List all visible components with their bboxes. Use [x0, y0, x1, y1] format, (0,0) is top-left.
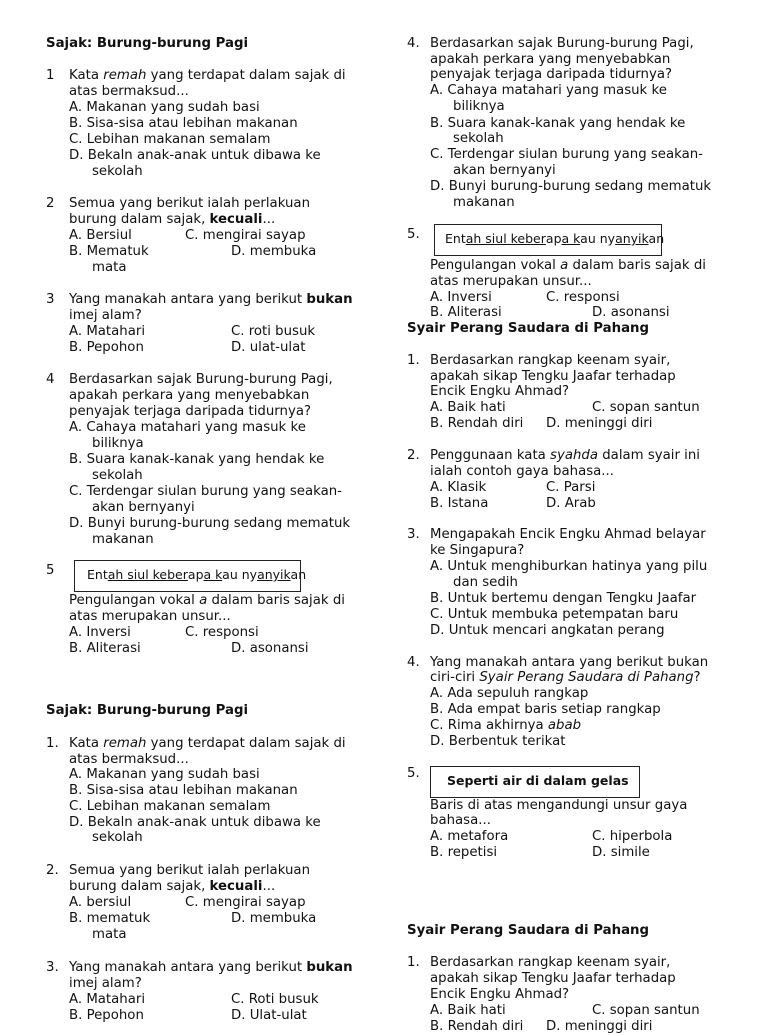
question-number: 3 [46, 292, 55, 307]
question-text: burung dalam sajak, kecuali... [69, 879, 276, 894]
question-text: bahasa... [430, 813, 491, 828]
option-a: A. Untuk menghiburkan hatinya yang pilu [430, 559, 708, 574]
option-c: C. sopan santun [592, 400, 700, 415]
option-d: D. meninggi diri [546, 1019, 653, 1034]
option-b: B. Istana [430, 496, 489, 511]
option-c-cont: akan bernyanyi [453, 163, 556, 178]
option-d: D. membuka [231, 244, 317, 259]
question-number: 1. [407, 955, 420, 970]
option-b: B. Pepohon [69, 340, 144, 355]
question-text: Encik Engku Ahmad? [430, 987, 570, 1002]
option-c: C. Lebihan makanan semalam [69, 132, 271, 147]
question-text: Yang manakah antara yang berikut bukan [69, 960, 353, 975]
option-b-cont: mata [92, 927, 127, 942]
option-b-cont: mata [92, 260, 127, 275]
option-a-cont: biliknya [92, 436, 144, 451]
option-d-cont: sekolah [92, 830, 143, 845]
section-title: Syair Perang Saudara di Pahang [407, 321, 650, 336]
question-text: Pengulangan vokal a dalam baris sajak di [430, 258, 706, 273]
option-a: A. Bersiul [69, 228, 132, 243]
question-text: ke Singapura? [430, 543, 525, 558]
question-number: 3. [407, 527, 420, 542]
option-d: D. ulat-ulat [231, 340, 306, 355]
option-d-cont: sekolah [92, 164, 143, 179]
option-c-cont: akan bernyanyi [92, 500, 195, 515]
question-text: Berdasarkan rangkap keenam syair, [430, 353, 671, 368]
option-c: C. Parsi [546, 480, 596, 495]
question-number: 1 [46, 68, 55, 83]
option-b: B. repetisi [430, 845, 498, 860]
option-a: A. Cahaya matahari yang masuk ke [430, 83, 667, 98]
question-text: Yang manakah antara yang berikut bukan [69, 292, 353, 307]
option-a-cont: dan sedih [453, 575, 518, 590]
section-title: Sajak: Burung-burung Pagi [46, 703, 249, 718]
question-text: imej alam? [69, 976, 142, 991]
question-text: burung dalam sajak, kecuali... [69, 212, 276, 227]
option-d: D. simile [592, 845, 650, 860]
option-b: B. Untuk bertemu dengan Tengku Jaafar [430, 591, 697, 606]
option-b: B. Aliterasi [430, 305, 502, 320]
option-a: A. Baik hati [430, 400, 506, 415]
question-text: Berdasarkan sajak Burung-burung Pagi, [69, 372, 333, 387]
option-d: D. asonansi [231, 641, 309, 656]
option-c: C. mengirai sayap [185, 895, 306, 910]
question-number: 5. [407, 227, 420, 242]
question-number: 2. [407, 448, 420, 463]
option-a: A. Cahaya matahari yang masuk ke [69, 420, 306, 435]
option-b-cont: sekolah [453, 131, 504, 146]
option-d: D. Bekaln anak-anak untuk dibawa ke [69, 148, 321, 163]
option-d: D. Arab [546, 496, 596, 511]
question-text: atas bermaksud... [69, 752, 189, 767]
option-a: A. metafora [430, 829, 509, 844]
question-number: 4 [46, 372, 55, 387]
option-b: B. Suara kanak-kanak yang hendak ke [430, 116, 686, 131]
option-a: A. Ada sepuluh rangkap [430, 686, 589, 701]
option-c: C. Roti busuk [231, 992, 319, 1007]
option-b: B. Pepohon [69, 1008, 144, 1023]
question-text: apakah perkara yang menyebabkan [430, 52, 671, 67]
option-c: C. responsi [546, 290, 620, 305]
option-b: B. mematuk [69, 911, 151, 926]
option-c: C. sopan santun [592, 1003, 700, 1018]
option-a: A. Matahari [69, 324, 146, 339]
question-text: Penggunaan kata syahda dalam syair ini [430, 448, 701, 463]
option-b: B. Rendah diri [430, 1019, 524, 1034]
option-c: C. hiperbola [592, 829, 673, 844]
option-d: D. Bunyi burung-burung sedang mematuk [69, 516, 351, 531]
option-d: D. Bekaln anak-anak untuk dibawa ke [69, 815, 321, 830]
question-number: 3. [46, 960, 59, 975]
option-d-cont: makanan [92, 532, 154, 547]
question-number: 1. [407, 353, 420, 368]
question-text: ciri-ciri Syair Perang Saudara di Pahang? [430, 670, 701, 685]
option-a: A. Baik hati [430, 1003, 506, 1018]
question-text: Encik Engku Ahmad? [430, 384, 570, 399]
question-text: apakah sikap Tengku Jaafar terhadap [430, 369, 676, 384]
option-a: A. bersiul [69, 895, 132, 910]
question-number: 1. [46, 736, 59, 751]
option-c: C. Untuk membuka petempatan baru [430, 607, 679, 622]
question-number: 4. [407, 36, 420, 51]
option-c: C. roti busuk [231, 324, 316, 339]
option-b: B. Rendah diri [430, 416, 524, 431]
quote-text: Entah siul keberapa kau nyanyikan [87, 567, 307, 582]
option-c: C. Terdengar siulan burung yang seakan- [69, 484, 342, 499]
question-text: Baris di atas mengandungi unsur gaya [430, 798, 688, 813]
option-c: C. mengirai sayap [185, 228, 306, 243]
option-d: D. Berbentuk terikat [430, 734, 566, 749]
option-d: D. membuka [231, 911, 317, 926]
option-a: A. Inversi [430, 290, 492, 305]
question-text: Yang manakah antara yang berikut bukan [430, 655, 709, 670]
question-text: Pengulangan vokal a dalam baris sajak di [69, 593, 345, 608]
section-title: Syair Perang Saudara di Pahang [407, 923, 650, 938]
option-b: B. Sisa-sisa atau lebihan makanan [69, 116, 298, 131]
option-d: D. meninggi diri [546, 416, 653, 431]
option-b: B. Suara kanak-kanak yang hendak ke [69, 452, 325, 467]
quote-text: Entah siul keberapa kau nyanyikan [445, 231, 665, 246]
question-text: Kata remah yang terdapat dalam sajak di [69, 68, 346, 83]
option-a: A. Makanan yang sudah basi [69, 767, 260, 782]
question-text: Berdasarkan sajak Burung-burung Pagi, [430, 36, 694, 51]
question-text: Kata remah yang terdapat dalam sajak di [69, 736, 346, 751]
question-text: Semua yang berikut ialah perlakuan [69, 863, 310, 878]
question-text: penyajak terjaga daripada tidurnya? [430, 67, 673, 82]
question-text: apakah perkara yang menyebabkan [69, 388, 310, 403]
option-a-cont: biliknya [453, 99, 505, 114]
option-a: A. Klasik [430, 480, 487, 495]
question-text: ialah contoh gaya bahasa... [430, 464, 614, 479]
quote-text: Seperti air di dalam gelas [447, 773, 629, 788]
question-number: 2 [46, 196, 55, 211]
option-b: B. Mematuk [69, 244, 149, 259]
option-c: C. Terdengar siulan burung yang seakan- [430, 147, 703, 162]
question-text: apakah sikap Tengku Jaafar terhadap [430, 971, 676, 986]
option-a: A. Makanan yang sudah basi [69, 100, 260, 115]
question-number: 5. [407, 766, 420, 781]
option-d: D. asonansi [592, 305, 670, 320]
question-number: 4. [407, 655, 420, 670]
option-c: C. responsi [185, 625, 259, 640]
option-d: D. Ulat-ulat [231, 1008, 307, 1023]
question-text: Berdasarkan rangkap keenam syair, [430, 955, 671, 970]
option-a: A. Matahari [69, 992, 146, 1007]
option-b-cont: sekolah [92, 468, 143, 483]
question-text: Mengapakah Encik Engku Ahmad belayar [430, 527, 706, 542]
section-title: Sajak: Burung-burung Pagi [46, 36, 249, 51]
option-d: D. Bunyi burung-burung sedang mematuk [430, 179, 712, 194]
question-text: atas bermaksud... [69, 84, 189, 99]
option-c: C. Rima akhirnya abab [430, 718, 582, 733]
question-text: penyajak terjaga daripada tidurnya? [69, 404, 312, 419]
option-d: D. Untuk mencari angkatan perang [430, 623, 665, 638]
option-c: C. Lebihan makanan semalam [69, 799, 271, 814]
option-a: A. Inversi [69, 625, 131, 640]
question-text: imej alam? [69, 308, 142, 323]
option-b: B. Ada empat baris setiap rangkap [430, 702, 661, 717]
option-d-cont: makanan [453, 195, 515, 210]
question-text: atas merupakan unsur... [430, 274, 592, 289]
option-b: B. Aliterasi [69, 641, 141, 656]
question-number: 5 [46, 563, 55, 578]
option-b: B. Sisa-sisa atau lebihan makanan [69, 783, 298, 798]
question-text: Semua yang berikut ialah perlakuan [69, 196, 310, 211]
question-number: 2. [46, 863, 59, 878]
question-text: atas merupakan unsur... [69, 609, 231, 624]
